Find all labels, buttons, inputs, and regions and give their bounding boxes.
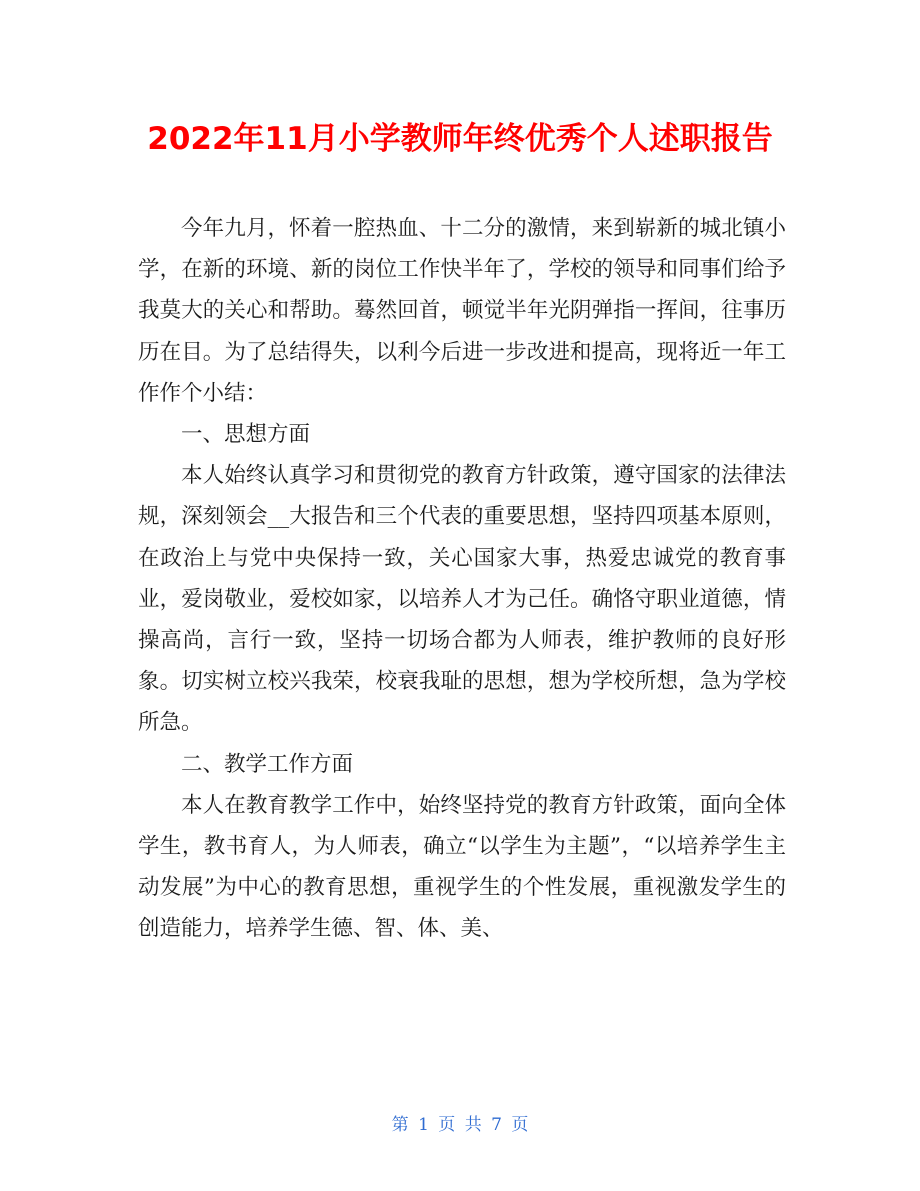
paragraph-ideology: 本人始终认真学习和贯彻党的教育方针政策，遵守国家的法律法规，深刻领会__大报告和三个代表的重要思想，坚持四项基本原则，在政治上与党中央保持一致，关心国家大事，热爱忠诚党的教育事业，爱岗敬业，爱校如家，以培养人才为己任。确恪守职业道德，情操高尚，言行一致，坚持一切场合都为人师表，维护教师的良好形象。切实树立校兴我荣，校衰我耻的思想，想为学校所想，急为学校所急。 — [138, 463, 786, 736]
paragraph-intro: 今年九月，怀着一腔热血、十二分的激情，来到崭新的城北镇小学，在新的环境、新的岗位工作快半年了，学校的领导和同事们给予我莫大的关心和帮助。蓦然回首，顿觉半年光阴弹指一挥间，往事历历在目。为了总结得失，以利今后进一步改进和提高，现将近一年工作作个小结： — [138, 216, 786, 406]
paragraph-teaching: 本人在教育教学工作中，始终坚持党的教育方针政策，面向全体学生，教书育人，为人师表，确立“以学生为主题”，“以培养学生主动发展”为中心的教育思想，重视学生的个性发展，重视激发学生的创造能力，培养学生德、智、体、美、 — [138, 792, 786, 942]
document-title: 2022年11月小学教师年终优秀个人述职报告 — [147, 121, 773, 157]
document-body — [138, 208, 786, 950]
page-number-footer: 第 1 页 共 7 页 — [391, 1115, 529, 1135]
section-heading-teaching: 二、教学工作方面 — [181, 751, 354, 777]
section-heading-ideology: 一、思想方面 — [181, 422, 311, 448]
